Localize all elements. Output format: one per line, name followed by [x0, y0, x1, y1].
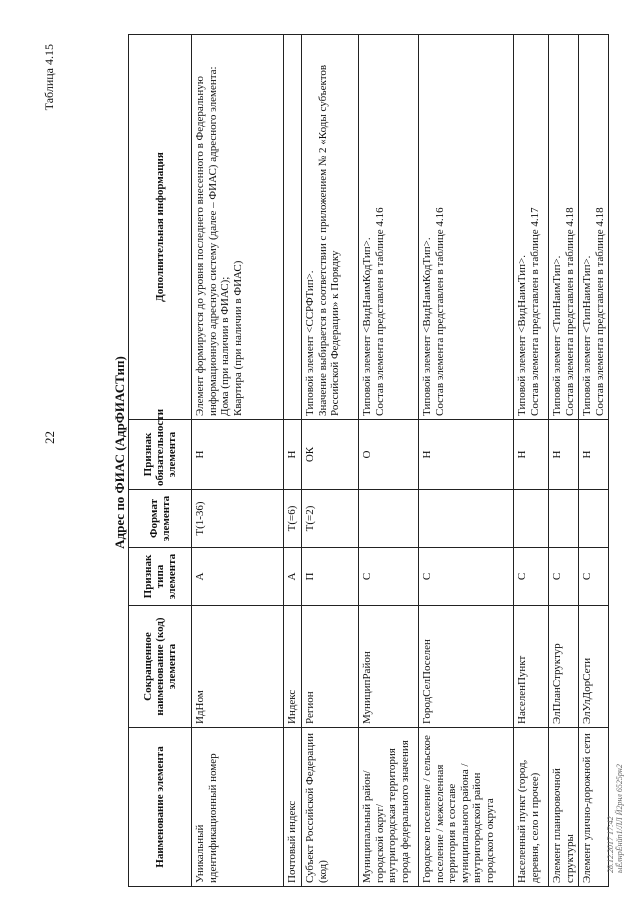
- element-required-cell: Н: [192, 420, 284, 490]
- element-format-cell: [419, 490, 514, 548]
- header-info: Дополнительная информация: [129, 35, 192, 420]
- element-type-cell: С: [514, 548, 549, 606]
- element-code-cell: НаселенПункт: [514, 606, 549, 728]
- element-info-cell: [192, 35, 284, 420]
- stamp-line: ыЁлнрЁнйп1/ЛЛ Й2рнл 6525рн2: [615, 764, 624, 873]
- info-line: Типовой элемент <ТипНаимТип>.: [551, 255, 563, 416]
- element-type-cell: С: [359, 548, 419, 606]
- info-line: Квартира (при наличии в ФИАС): [231, 260, 244, 416]
- table-title: Адрес по ФИАС (АдрФИАСТип): [112, 356, 127, 549]
- header-required: Признак обязательности элемента: [129, 420, 192, 490]
- info-line: Типовой элемент <ВидНаимКодТип>.: [421, 237, 433, 416]
- element-name-cell: Субъект Российской Федерации (код): [302, 728, 359, 887]
- element-code-cell: ГородСелПоселен: [419, 606, 514, 728]
- element-type-cell: А: [284, 548, 302, 606]
- element-format-cell: [359, 490, 419, 548]
- element-name-cell: Городское поселение / сельское поселение / межселенная территория в составе муниципального района / внутригородской район городского округа: [419, 728, 514, 887]
- element-type-cell: С: [579, 548, 609, 606]
- element-format-cell: T(1-36): [192, 490, 284, 548]
- element-format-cell: [549, 490, 579, 548]
- info-line: Типовой элемент <ССРФТип>.: [304, 270, 316, 416]
- element-name-cell: Уникальный идентификационный номер: [192, 728, 284, 887]
- element-type-cell: А: [192, 548, 284, 606]
- element-required-cell: Н: [549, 420, 579, 490]
- info-line: Состав элемента представлен в таблице 4.16: [433, 207, 446, 416]
- element-code-cell: МуниципРайон: [359, 606, 419, 728]
- info-line: Элемент формируется до уровня последнего внесенного в Федеральную информационную адресную систему (далее – ФИАС) адресного элемента:: [194, 66, 219, 416]
- info-line: Состав элемента представлен в таблице 4.18: [593, 207, 606, 416]
- element-format-cell: T(=2): [302, 490, 359, 548]
- element-name-cell: Элемент планировочной структуры: [549, 728, 579, 887]
- element-required-cell: Н: [284, 420, 302, 490]
- element-code-cell: ЭлУлДорСети: [579, 606, 609, 728]
- table-row: [284, 35, 302, 887]
- element-name-cell: Почтовый индекс: [284, 728, 302, 887]
- element-format-cell: [579, 490, 609, 548]
- header-type: Признак типа элемента: [129, 548, 192, 606]
- element-required-cell: ОК: [302, 420, 359, 490]
- element-format-cell: [514, 490, 549, 548]
- element-required-cell: О: [359, 420, 419, 490]
- element-required-cell: Н: [514, 420, 549, 490]
- element-name-cell: Населенный пункт (город, деревня, село и прочее): [514, 728, 549, 887]
- header-code: Сокращенное наименование (код) элемента: [129, 606, 192, 728]
- table-row: [514, 35, 549, 887]
- info-line: Значение выбирается в соответствии с приложением № 2 «Коды субъектов Российской Федерации» к Порядку: [316, 64, 341, 416]
- page-number: 22: [42, 431, 57, 444]
- element-type-cell: С: [419, 548, 514, 606]
- fias-address-table: [128, 34, 609, 887]
- table-row: [192, 35, 284, 887]
- header-name: Наименование элемента: [129, 728, 192, 887]
- element-code-cell: ИдНом: [192, 606, 284, 728]
- element-info-cell: [284, 35, 302, 420]
- element-code-cell: Регион: [302, 606, 359, 728]
- info-line: Состав элемента представлен в таблице 4.17: [528, 207, 541, 416]
- element-info-cell: [359, 35, 419, 420]
- info-line: Состав элемента представлен в таблице 4.16: [373, 207, 386, 416]
- element-type-cell: П: [302, 548, 359, 606]
- element-code-cell: ЭлПланСтруктур: [549, 606, 579, 728]
- table-row: [302, 35, 359, 887]
- element-name-cell: Элемент улично-дорожной сети: [579, 728, 609, 887]
- element-required-cell: Н: [579, 420, 609, 490]
- table-header-row: [129, 35, 192, 887]
- info-line: Состав элемента представлен в таблице 4.18: [563, 207, 576, 416]
- element-info-cell: [549, 35, 579, 420]
- element-info-cell: [419, 35, 514, 420]
- info-line: Типовой элемент <ВидНаимТип>.: [516, 254, 528, 416]
- element-name-cell: Муниципальный район/ городской округ/ внутригородская территория города федерального значения: [359, 728, 419, 887]
- info-line: Типовой элемент <ТипНаимТип>.: [581, 255, 593, 416]
- table-row: [549, 35, 579, 887]
- element-info-cell: [579, 35, 609, 420]
- element-format-cell: T(=6): [284, 490, 302, 548]
- table-label: Таблица 4.15: [42, 44, 56, 111]
- element-code-cell: Индекс: [284, 606, 302, 728]
- element-type-cell: С: [549, 548, 579, 606]
- header-format: Формат элемента: [129, 490, 192, 548]
- table-row: [579, 35, 609, 887]
- stamp-line: 28.12.2017 17:42: [606, 816, 615, 873]
- info-line: Дома (при наличии в ФИАС);: [219, 276, 231, 416]
- element-required-cell: Н: [419, 420, 514, 490]
- element-info-cell: [302, 35, 359, 420]
- electronic-stamp: [606, 764, 624, 873]
- element-info-cell: [514, 35, 549, 420]
- info-line: Типовой элемент <ВидНаимКодТип>.: [361, 237, 373, 416]
- table-row: [419, 35, 514, 887]
- table-row: [359, 35, 419, 887]
